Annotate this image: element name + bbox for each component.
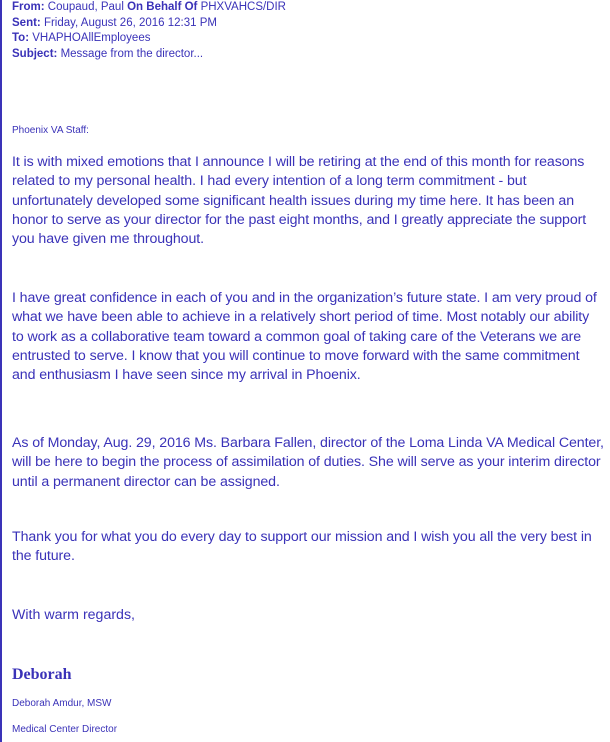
signature: Deborah — [12, 666, 72, 683]
subject-line — [12, 47, 602, 63]
sent-label: Sent: — [12, 16, 41, 29]
signer-title: Medical Center Director — [12, 724, 118, 735]
from-label: From: — [12, 1, 45, 13]
sent-line — [12, 16, 602, 32]
subject-value: Message from the director... — [60, 47, 204, 60]
from-value: Coupaud, Paul — [47, 1, 124, 13]
email-header — [12, 0, 602, 62]
body-paragraph-interim-director: As of Monday, Aug. 29, 2016 Ms. Barbara Fallen, director of the Loma Linda VA Medical Center, will be here to begin the process of assimilation of duties. She will serve as your interim director until a permanent director can be assigned. — [12, 435, 604, 490]
to-label: To: — [12, 32, 30, 44]
to-line — [12, 31, 602, 47]
on-behalf-value: PHXVAHCS/DIR — [200, 1, 286, 13]
greeting: Phoenix VA Staff: — [12, 125, 89, 136]
sent-value: Friday, August 26, 2016 12:31 PM — [43, 16, 217, 29]
from-line — [12, 0, 602, 16]
body-paragraph-confidence: I have great confidence in each of you and in the organization’s future state. I am very proud of what we have been able to achieve in a relatively short period of time. Most notably our ability to work as a collaborative team toward a common goal of taking care of the Veterans we are entrusted to serve. I know that you will continue to move forward with the same commitment and enthusiasm I have seen since my arrival in Phoenix. — [12, 290, 597, 384]
body-paragraph-retirement: It is with mixed emotions that I announce I will be retiring at the end of this month for reasons related to my personal health. I had every intention of a long term commitment - but unfortunately developed some significant health issues during my time here. It has been an honor to serve as your director for the past eight months, and I greatly appreciate the support you have given me throughout. — [12, 154, 587, 248]
closing-line: With warm regards, — [12, 607, 135, 623]
signer-name: Deborah Amdur, MSW — [12, 698, 112, 709]
on-behalf-label: On Behalf Of — [127, 1, 198, 13]
subject-label: Subject: — [12, 47, 58, 60]
body-paragraph-thanks: Thank you for what you do every day to support our mission and I wish you all the very best in the future. — [12, 529, 592, 565]
to-value: VHAPHOAllEmployees — [32, 32, 151, 44]
